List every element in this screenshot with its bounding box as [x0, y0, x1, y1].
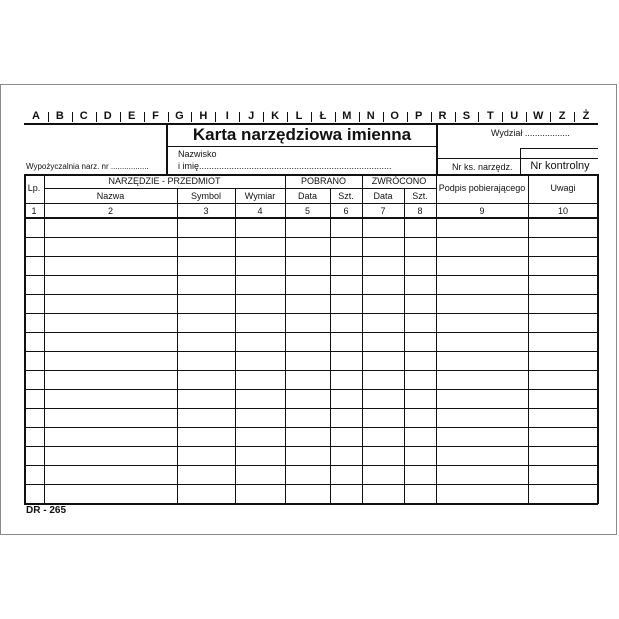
- table-row: [24, 446, 598, 447]
- alphabet-letter: P: [414, 110, 423, 122]
- alphabet-letter: R: [438, 110, 447, 122]
- nr-kontrolny-label: Nr kontrolny: [530, 160, 590, 172]
- alphabet-separator: [335, 112, 336, 122]
- col-wymiar-header: Wymiar: [244, 191, 276, 201]
- header-right-divider: [436, 123, 438, 175]
- alphabet-separator: [287, 112, 288, 122]
- alphabet-letter: U: [510, 110, 519, 122]
- alphabet-separator: [215, 112, 216, 122]
- col-number: 4: [257, 206, 263, 216]
- alphabet-separator: [359, 112, 360, 122]
- imie-field: i imię.............................................................................: [178, 161, 392, 171]
- col-podpis-header: Podpis pobierającego: [438, 183, 526, 193]
- table-right-border: [597, 174, 599, 504]
- alphabet-letter: F: [152, 110, 159, 122]
- alphabet-letter: N: [366, 110, 375, 122]
- alphabet-separator: [526, 112, 527, 122]
- alphabet-letter: Ż: [582, 110, 590, 122]
- table-bottom-border: [24, 503, 598, 505]
- alphabet-letter: C: [79, 110, 88, 122]
- col-zwrocono-szt-header: Szt.: [412, 191, 428, 201]
- form-title: Karta narzędziowa imienna: [192, 125, 412, 144]
- title-underline: [167, 146, 436, 147]
- alphabet-letter: Ł: [319, 110, 327, 122]
- alphabet-letter: T: [486, 110, 494, 122]
- wydzial-field: Wydział ..................: [491, 128, 570, 138]
- table-left-border: [24, 174, 26, 504]
- col-number: 9: [479, 206, 485, 216]
- nr-ks-label: Nr ks. narzędz.: [452, 162, 513, 172]
- alphabet-letter: L: [295, 110, 303, 122]
- alphabet-letter: E: [127, 110, 136, 122]
- alphabet-letter: B: [55, 110, 64, 122]
- table-row: [24, 370, 598, 371]
- alphabet-separator: [478, 112, 479, 122]
- alphabet-separator: [311, 112, 312, 122]
- table-row: [24, 256, 598, 257]
- col-divider: [44, 175, 45, 503]
- alphabet-letter: J: [248, 110, 255, 122]
- nazwisko-label: Nazwisko: [178, 149, 217, 159]
- subheader-line: [24, 203, 598, 204]
- alphabet-separator: [72, 112, 73, 122]
- alphabet-letter: D: [103, 110, 112, 122]
- group-pobrano-header: POBRANO: [300, 176, 346, 186]
- col-number: 7: [380, 206, 386, 216]
- alphabet-letter: H: [199, 110, 208, 122]
- alphabet-separator: [144, 112, 145, 122]
- table-row: [24, 313, 598, 314]
- col-number: 6: [343, 206, 349, 216]
- col-lp-header: Lp.: [27, 183, 41, 193]
- alphabet-separator: [550, 112, 551, 122]
- form-code: DR - 265: [26, 505, 67, 516]
- nr-separator: [438, 158, 598, 159]
- nr-kontrolny-divider: [520, 148, 521, 175]
- alphabet-letter: W: [533, 110, 544, 122]
- col-pobrano-szt-header: Szt.: [338, 191, 354, 201]
- col-divider: [436, 175, 437, 503]
- col-number: 8: [417, 206, 423, 216]
- col-number: 5: [304, 206, 310, 216]
- table-row: [24, 332, 598, 333]
- col-uwagi-header: Uwagi: [550, 183, 576, 193]
- table-row: [24, 275, 598, 276]
- alphabet-separator: [383, 112, 384, 122]
- col-number: 3: [203, 206, 209, 216]
- alphabet-separator: [431, 112, 432, 122]
- alphabet-separator: [191, 112, 192, 122]
- group-header-line: [44, 188, 436, 189]
- alphabet-letter: I: [225, 110, 229, 122]
- group-narzedzie-header: NARZĘDZIE - PRZEDMIOT: [108, 176, 221, 186]
- col-divider: [528, 175, 529, 503]
- alphabet-separator: [48, 112, 49, 122]
- col-pobrano-data-header: Data: [297, 191, 317, 201]
- table-row: [24, 237, 598, 238]
- alphabet-separator: [502, 112, 503, 122]
- col-number: 1: [31, 206, 37, 216]
- alphabet-letter: K: [271, 110, 280, 122]
- alphabet-separator: [455, 112, 456, 122]
- alphabet-separator: [407, 112, 408, 122]
- col-nazwa-header: Nazwa: [96, 191, 125, 201]
- col-zwrocono-data-header: Data: [373, 191, 393, 201]
- group-zwrocono-header: ZWRÓCONO: [371, 176, 427, 186]
- table-row: [24, 427, 598, 428]
- alphabet-separator: [168, 112, 169, 122]
- table-row: [24, 294, 598, 295]
- alphabet-letter: G: [175, 110, 184, 122]
- col-divider: [285, 175, 286, 503]
- table-row: [24, 465, 598, 466]
- nr-kontrolny-top: [520, 148, 598, 149]
- form-sheet: [0, 84, 617, 535]
- col-symbol-header: Symbol: [190, 191, 221, 201]
- table-row: [24, 484, 598, 485]
- alphabet-letter: A: [31, 110, 40, 122]
- table-row: [24, 351, 598, 352]
- alphabet-separator: [574, 112, 575, 122]
- table-row: [24, 408, 598, 409]
- alphabet-separator: [120, 112, 121, 122]
- wypozyczalnia-field: Wypożyczalnia narz. nr .................: [26, 162, 149, 171]
- col-divider: [362, 175, 363, 503]
- alphabet-letter: Z: [558, 110, 566, 122]
- alphabet-separator: [239, 112, 240, 122]
- alphabet-separator: [96, 112, 97, 122]
- alphabet-letter: S: [462, 110, 471, 122]
- alphabet-letter: M: [342, 110, 352, 122]
- col-number: 10: [557, 206, 568, 216]
- table-row: [24, 389, 598, 390]
- numbers-line: [24, 217, 598, 219]
- alphabet-letter: O: [390, 110, 399, 122]
- col-number: 2: [107, 206, 113, 216]
- alphabet-separator: [263, 112, 264, 122]
